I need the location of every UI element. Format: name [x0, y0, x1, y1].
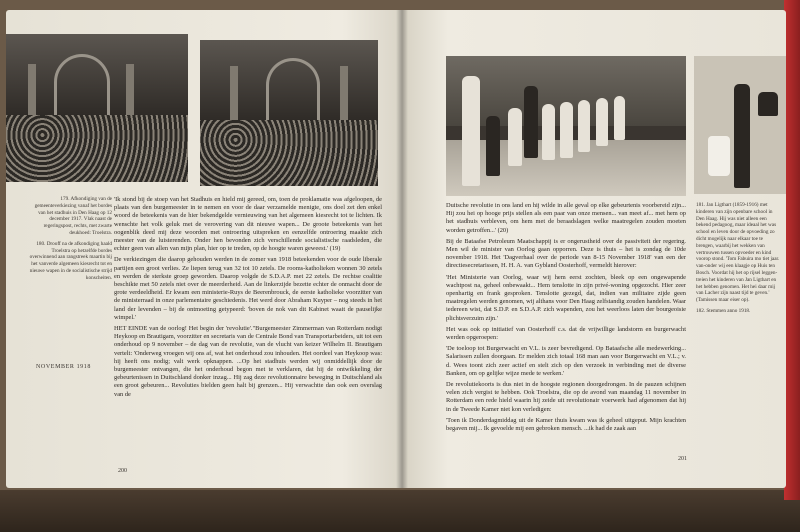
- paragraph: De revolutiekoorts is dus niet in de hoogste regionen doorgedrongen. In de pauzen schijnen velen zich vergist te hebben. Ook Troelstra, die op de avond van maandag 11 november in Rotterdam een rede hield waarin hij zeide uit revolutionair voerwerk had afgenomen dat hij in de Tweede Kamer niet kon verledigen:: [446, 381, 686, 413]
- paragraph: Bij de Bataafse Petroleum Maatschappij is er ongerustheid over de passiviteit der regering. Men wil de minister van Oorlog gaan opporren. Deze is thuis – het is zondag de 10de november 1918. Het 'Dagverhaal over de periode van 8-15 November 1918' van een der directiesecretarissen, H. H. A. van Gybland Oosterhoff, vermeldt hierover:: [446, 237, 686, 270]
- paragraph: HET EINDE van de oorlog! Het begin der 'revolutie'."Burgemeester Zimmerman van Rotterdam nodigt Heykoop en Brautigam, voorzitter en secretaris van de Centrale Bond van Transportarbeiders, uit tot een onderhoud op 9 november – de dag van de revolutie, van de vlucht van keizer Wilhelm II. Brautigam vertelt: 'Onderweg vroegen wij ons af, wat het onderhoud zou inhouden. Het oordeel van Heykoop was: hij heeft ons nodig; valt werk opknappen. ...Op het stadhuis werden wij onmiddellijk door de burgemeester ontvangen, die het onderhoud begon met te verklaren, dat hij de ontwikkeling der gebeurtenissen in Duitschland donker inzag... Hij zag deze revolutionnaire beweging in Duitschland als een groot gebeuren... Revoluties bielden geen halt bij grenzen... Hij verwachtte dan ook een overslag van de: [114, 325, 382, 398]
- paragraph: Het was ook op initiatief van Oosterhoff c.s. dat de vrijwillige landstorm en burgerwacht werden opgeroepen:: [446, 325, 686, 342]
- paragraph: 'Ik stond bij de stoep van het Stadhuis en hield mij gereed, om, toen de proklamatie was afgeloopen, de plaats van den burgemeester in te nemen en voor de daar verzamelde menigte, ons doel zet den enkel woord de beteekenis van de hier bekendgelde vernieuwing van het algemeen kiesrecht tot te lichten. Ik wenschte het volk geluk met de verovering van dit nieuwe wapen... De groote beteekenis van het oogenblik deed mij deze woorden met ontroering uitspreken en eenzelfde ontroering maakte zich meester van de luisterenden. Onder hen bevonden zich verschillende socialistische raadsleden, die echter geen van allen van mijn plan, hier op te treden, op de hoogte waren geweest.' (19): [114, 196, 382, 253]
- table-surface: [0, 490, 800, 532]
- page-number-left: 200: [118, 468, 127, 474]
- photo-captions-left: [26, 196, 112, 286]
- paragraph: 'Het Ministerie van Oorlog, waar wij hem eerst zochten, bleek op een ongewapende wachtpost na, geheel onbewaakt... Hem tenslotte in zijn privé-woning opgezocht. Hier zeer openhartig en frank gesproken. Tenslotte gezegd, dat, indien van militaire zijde geen maatregelen werden genomen, wij althans voor Den Haag zelfstandig zouden handelen. Waar iedereen wist, dat S.D.P. en S.D.A.P. zich wapenden, zou het weerloos laten der bourgeoisie plichtsverzuim zijn.': [446, 273, 686, 322]
- page-number-right: 201: [678, 456, 687, 462]
- book-gutter: [396, 10, 408, 488]
- caption-179: 179. Afkondiging van de gemeenteverkiezing vanaf het bordes van het stadhuis in Den Haag op 12 december 1917. Vlak naast de regeringspost, rechts, met zwarte deukhoed: Troelstra.: [34, 196, 112, 236]
- photo-ligthart-children: [446, 56, 686, 196]
- caption-181: 181. Jan Ligthart (1859-1916) met kinderen van zijn openbare school in Den Haag. Hij was niet alleen een bekend pedagoog, maar ideaal het was school en leven door de opvoeding zo dicht mogelijk naar elkaar toe te brengen, waarbij het wekken van vertrouwen tussen opvoeder en kind voorop stond. 'Tom Fabuira mo tiet jaar. van-onder wij een klaagje op Huis ten Bosch. Voordat hij het op rijsel leggen-treien het kinderen van Jan Ligthart en het hebben genomen. Het hei daar mij van Lacher zijn naast tijd te geven.' (Tamissen maar eiser op).: [696, 202, 780, 304]
- book-cover-edge: [784, 0, 800, 500]
- caption-180: 180. Drooff na de afkondiging haald Troelstra op hetzelfde bordes overwinnend aan rangstreek maartin bij het vanverde algemeen kiesrecht tot en nieuwe wapen in de socialistische strijd konscheiten.: [29, 240, 112, 281]
- left-body-text: [114, 196, 382, 402]
- caption-182: 182. Stemmen anno 1918.: [696, 307, 751, 314]
- section-sidehead: NOVEMBER 1918: [36, 364, 91, 370]
- right-body-text: [446, 202, 686, 436]
- photo-captions-right: [696, 202, 780, 319]
- paragraph: 'De toeloop tot Burgerwacht en V.L. is zeer bevredigend. Op Bataafsche alle medewerking... Salarissen zullen doorgaan. Er melden zich totaal 168 man aan voor Burgerwacht en V.L.; v. d. Wees toont zich zeer actief en stelt zich op den verzoek in verbinding met de diverse Banken, om op gelijke wijze mede te werken.': [446, 345, 686, 377]
- paragraph: 'Toen ik Donderdagmiddag uit de Kamer thuis kwam was ik geheel uitgeput. Mijn krachten begaven mij... Ik gevoelde mij een gebroken mensch. ...ik had de zaak aan: [446, 416, 686, 433]
- paragraph: De verkiezingen die daarop gehouden werden in de zomer van 1918 beteekenden voor de oude liberale partijen een groot verlies. Ze liepen terug van 32 tot 10 zetels. De rooms-katholieken wonnen 30 zetels en werden de sterkste groep geworden. Daarop volgde de S.D.A.P. met 22 zetels. De rechtse coalitie beschikte met 50 zetels niet over de meerderheid. Aan de linkerzijde bezette echter de onmacht door de grote verdeeldheid. Er kwam een ministerie-Ruys de Beerenbrouck, de eerste katholieke voorzitter van de ministerraad in onze parlementaire geschiedenis. Het werd door Abraham Kuyper – nog steeds in het land der levenden – bij de ontmoeting getypeerd: 'boven de nok van dit Kabinet waait de pauselijke wimpel.': [114, 256, 382, 321]
- photo-city-hall-crowd-1: [6, 34, 188, 182]
- left-page: [6, 10, 402, 488]
- photo-voting-1918: [694, 56, 786, 194]
- right-page: [402, 10, 786, 488]
- photo-city-hall-crowd-2: [200, 40, 378, 186]
- paragraph: Duitsche revolutie in ons land en hij wilde in alle geval op elke gebeurtenis voorbereid zijn... Hij zou hei op hooge prijs stellen als een paar van onze mensen... van meet af... met hem op het stadhuis verbleven, om hem met de beraadslagen welke maatregelen zouden moeten worden getroffen...' (20): [446, 202, 686, 234]
